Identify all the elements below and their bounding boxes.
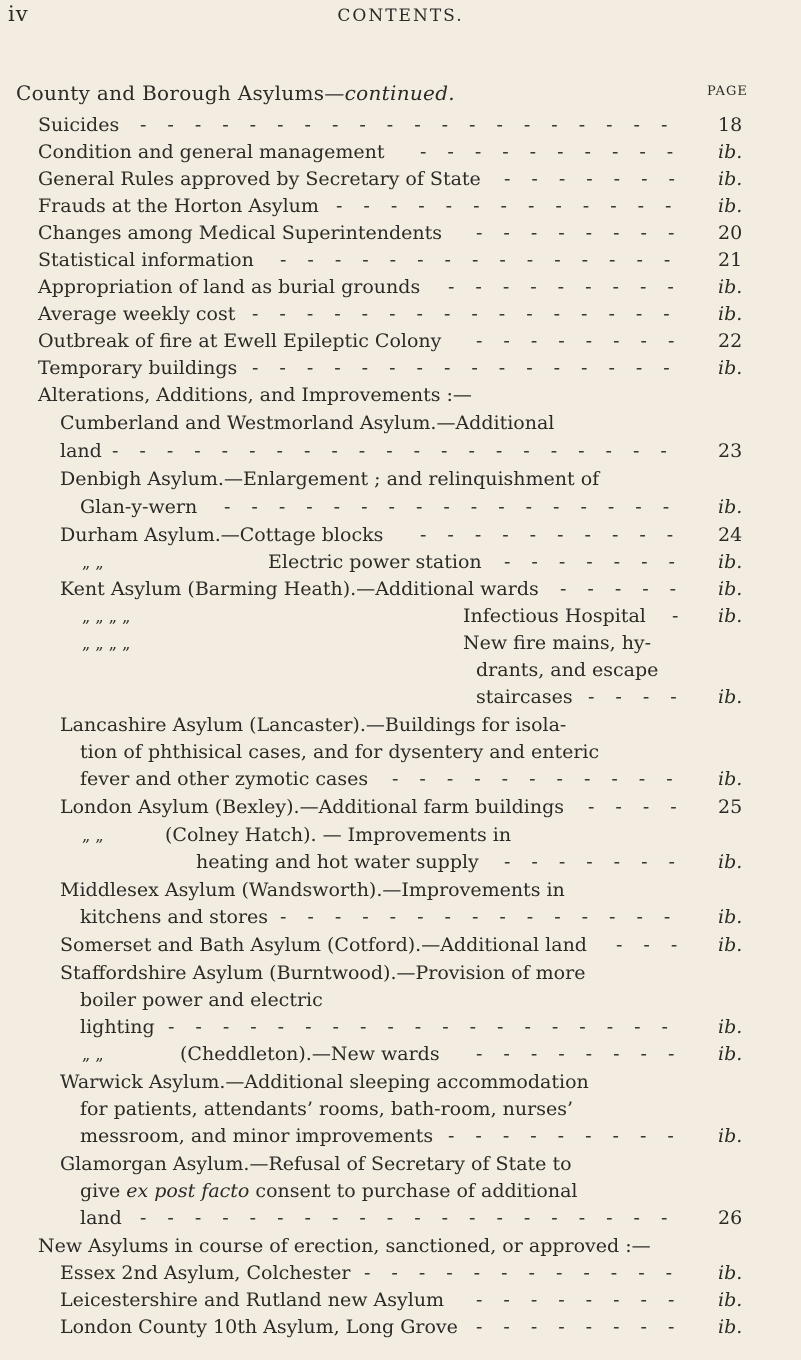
page-number-ref: ib.	[718, 578, 743, 600]
dot-leader: -------	[504, 851, 696, 873]
page-number-ref: ib.	[718, 496, 743, 518]
dot-leader: -------------	[336, 195, 693, 217]
page-number-ref: ib.	[718, 168, 743, 190]
page-number-ref: ib.	[718, 357, 743, 379]
page-number-ref: ib.	[718, 934, 743, 956]
toc-entry-title: General Rules approved by Secretary of State	[38, 168, 481, 190]
page-number-ref: ib.	[718, 906, 743, 928]
dot-leader: -------	[504, 551, 696, 573]
page-number-ref: 26	[718, 1207, 743, 1229]
page-number-ref: 25	[718, 796, 743, 818]
toc-entry-title: Electric power station	[268, 551, 482, 573]
continuation-text-rest: consent to purchase of additional	[255, 1180, 578, 1202]
italic-phrase: ex post facto	[126, 1180, 250, 1202]
page-number-ref: 24	[718, 524, 743, 546]
toc-entry-title: Middlesex Asylum (Wandsworth).—Improvements in	[60, 879, 565, 901]
toc-entry-continuation	[80, 987, 323, 1014]
dot-leader: -----------------	[224, 496, 691, 518]
dot-leader: ---------------------	[112, 440, 688, 462]
dot-leader: -------------------	[168, 1016, 689, 1038]
toc-entry-title: Cumberland and Westmorland Asylum.—Additional	[60, 412, 555, 434]
continuation-text: drants, and escape	[476, 659, 659, 681]
page-number-ref: ib.	[718, 768, 743, 790]
toc-entry-title: Warwick Asylum.—Additional sleeping accommodation	[60, 1071, 589, 1093]
page-number-ref: 20	[718, 222, 743, 244]
toc-entry-continuation	[80, 1178, 578, 1205]
toc-entry-title: New Asylums in course of erection, sanctioned, or approved :—	[38, 1235, 651, 1257]
page-number-ref: ib.	[718, 195, 743, 217]
toc-entry-continuation	[80, 739, 599, 766]
toc-entry-title: London County 10th Asylum, Long Grove	[60, 1316, 458, 1338]
dot-leader: ----------------	[252, 357, 691, 379]
dot-leader: --------	[476, 1316, 696, 1338]
continuation-text: tion of phthisical cases, and for dysentery and enteric	[80, 741, 600, 763]
continuation-text: kitchens and stores	[80, 906, 269, 928]
page-number: iv	[8, 2, 29, 26]
page-number-ref: ib.	[718, 303, 743, 325]
dot-leader: ---------	[448, 276, 695, 298]
dot-leader: ----	[588, 686, 698, 708]
toc-entry-title: Staffordshire Asylum (Burntwood).—Provision of more	[60, 962, 586, 984]
section-heading: County and Borough Asylums—continued.	[16, 81, 455, 105]
page-number-ref: ib.	[718, 1043, 743, 1065]
toc-entry-continuation-2: lighting	[80, 1016, 155, 1038]
dot-leader: -	[672, 605, 700, 627]
dot-leader: -----	[560, 578, 698, 600]
page-number-ref: ib.	[718, 1125, 743, 1147]
dot-leader: ---------------	[280, 249, 692, 271]
toc-entry-title: Frauds at the Horton Asylum	[38, 195, 319, 217]
toc-entry-title: Kent Asylum (Barming Heath).—Additional wards	[60, 578, 539, 600]
page-column-label: PAGE	[707, 84, 748, 99]
dot-leader: ----------------	[252, 303, 691, 325]
ditto-mark: „ „ „ „	[82, 634, 131, 653]
toc-entry-continuation	[80, 494, 197, 521]
toc-entry-title: Infectious Hospital	[463, 605, 646, 627]
toc-entry-title: (Cheddleton).—New wards	[180, 1043, 440, 1065]
toc-entry-title: London Asylum (Bexley).—Additional farm buildings	[60, 796, 564, 818]
dot-leader: --------	[476, 1043, 696, 1065]
toc-entry-title: Average weekly cost	[38, 303, 236, 325]
ditto-mark: „ „ „ „	[82, 607, 131, 626]
page-number-ref: ib.	[718, 1262, 743, 1284]
dot-leader: --------------------	[140, 1207, 689, 1229]
toc-entry-title: New fire mains, hy-	[463, 632, 652, 654]
continuation-text: boiler power and electric	[80, 989, 323, 1011]
toc-entry-title: Glamorgan Asylum.—Refusal of Secretary of State to	[60, 1153, 572, 1175]
dot-leader: ------------	[364, 1262, 694, 1284]
continuation-text: for patients, attendants’ rooms, bath-room, nurses’	[80, 1098, 573, 1120]
toc-entry-title: Changes among Medical Superintendents	[38, 222, 442, 244]
page-number-ref: ib.	[718, 551, 743, 573]
toc-entry-continuation-2: land	[80, 1207, 122, 1229]
toc-entry-title: Condition and general management	[38, 141, 385, 163]
page-number-ref: 22	[718, 330, 743, 352]
running-title: CONTENTS.	[337, 6, 464, 26]
dot-leader: ----------	[420, 524, 695, 546]
dot-leader: -----------	[392, 768, 694, 790]
dot-leader: ----	[588, 796, 698, 818]
dot-leader: -------	[504, 168, 696, 190]
toc-entry-title: Alterations, Additions, and Improvements :—	[38, 384, 472, 406]
toc-entry-title: Temporary buildings	[38, 357, 238, 379]
toc-entry-continuation	[80, 904, 268, 931]
page-number-ref: 23	[718, 440, 743, 462]
toc-entry-title: Durham Asylum.—Cottage blocks	[60, 524, 384, 546]
dot-leader: --------	[476, 330, 696, 352]
dot-leader: ---	[616, 934, 699, 956]
page-number-ref: ib.	[718, 1289, 743, 1311]
dot-leader: ---------	[448, 1125, 695, 1147]
ditto-mark: „ „	[82, 826, 104, 845]
dot-leader: ----------	[420, 141, 695, 163]
toc-entry-title: Suicides	[38, 114, 120, 136]
page-number-ref: ib.	[718, 1016, 743, 1038]
ditto-mark: „ „	[82, 553, 104, 572]
continuation-text: give	[80, 1180, 121, 1202]
continuation-text: Glan-y-wern	[80, 496, 198, 518]
toc-entry-continuation	[80, 1096, 573, 1123]
continuation-text: heating and hot water supply	[196, 851, 479, 873]
toc-entry-title: Appropriation of land as burial grounds	[38, 276, 421, 298]
toc-entry-title: (Colney Hatch). — Improvements in	[165, 824, 512, 846]
page-number-ref: 21	[718, 249, 743, 271]
page-number-ref: ib.	[718, 276, 743, 298]
toc-entry-continuation-2: messroom, and minor improvements	[80, 1125, 434, 1147]
toc-entry-continuation	[196, 849, 479, 876]
dot-leader: --------------------	[140, 114, 689, 136]
toc-entry-continuation-2: fever and other zymotic cases	[80, 768, 369, 790]
toc-entry-continuation	[476, 657, 658, 684]
page-number-ref: ib.	[718, 1316, 743, 1338]
dot-leader: ---------------	[280, 906, 692, 928]
continuation-text: land	[60, 440, 102, 462]
toc-entry-title: Lancashire Asylum (Lancaster).—Buildings for isola-	[60, 714, 567, 736]
toc-entry-title: Somerset and Bath Asylum (Cotford).—Additional land	[60, 934, 587, 956]
dot-leader: --------	[476, 222, 696, 244]
toc-entry-title: Outbreak of fire at Ewell Epileptic Colony	[38, 330, 442, 352]
toc-entry-continuation-2: staircases	[476, 686, 573, 708]
page-number-ref: ib.	[718, 605, 743, 627]
dot-leader: --------	[476, 1289, 696, 1311]
page-number-ref: ib.	[718, 686, 743, 708]
page-number-ref: ib.	[718, 141, 743, 163]
toc-entry-title: Leicestershire and Rutland new Asylum	[60, 1289, 445, 1311]
toc-entry-title: Essex 2nd Asylum, Colchester	[60, 1262, 351, 1284]
page-number-ref: 18	[718, 114, 743, 136]
toc-entry-title: Denbigh Asylum.—Enlargement ; and relinquishment of	[60, 468, 600, 490]
toc-entry-continuation	[60, 438, 102, 465]
ditto-mark: „ „	[82, 1045, 104, 1064]
page-number-ref: ib.	[718, 851, 743, 873]
toc-entry-title: Statistical information	[38, 249, 254, 271]
